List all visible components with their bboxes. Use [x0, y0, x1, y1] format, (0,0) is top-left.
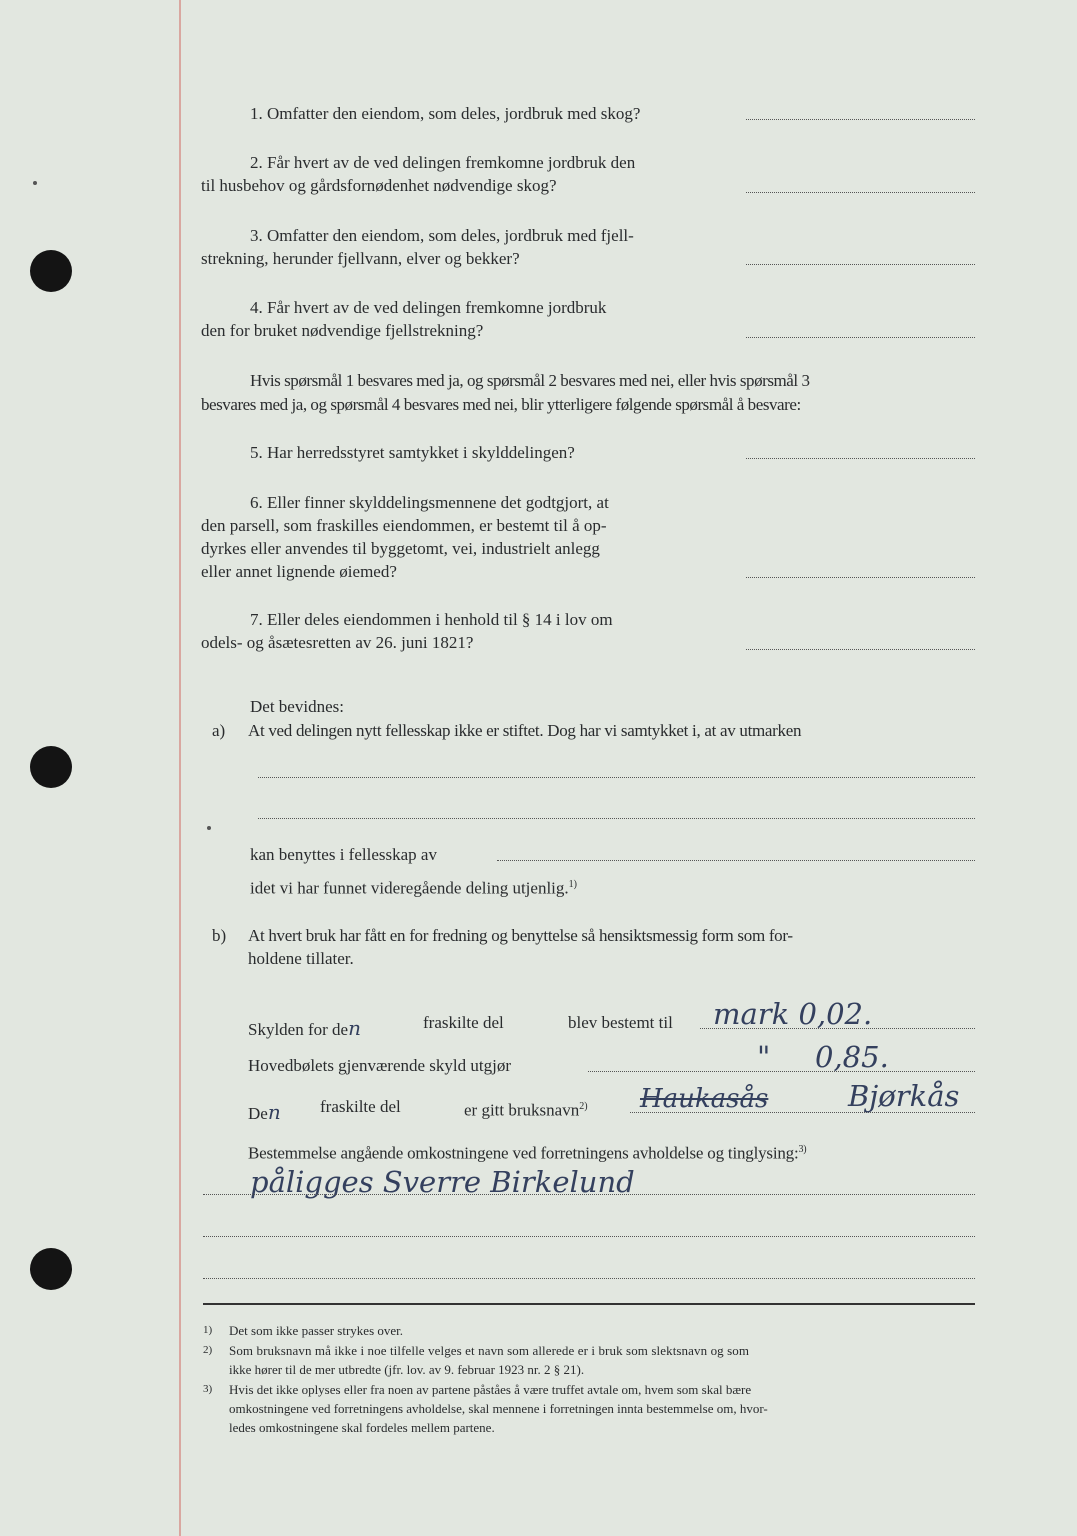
footnote-1-mark: 1): [203, 1324, 213, 1336]
question-6-line-2: den parsell, som fraskilles eiendommen, er bestemt til å op-: [201, 516, 607, 535]
hoved-label: Hovedbølets gjenværende skyld utgjør: [248, 1056, 511, 1075]
item-a-label: a): [212, 721, 226, 740]
ink-speck: [33, 181, 37, 185]
footnote-separator: [203, 1303, 975, 1305]
question-3-line-2: strekning, herunder fjellvann, elver og bekker?: [201, 249, 520, 268]
skyld-value: mark 0,02.: [713, 997, 873, 1031]
footnote-1-line-1: Det som ikke passer strykes over.: [229, 1323, 404, 1338]
reason-text: idet vi har funnet videregående deling utjenlig.$^{1)}$: [250, 878, 577, 898]
skyld-label-prefix: Skylden for den: [248, 1016, 361, 1040]
footnote-2-line-2: ikke hører til de mer utbredte (jfr. lov. av 9. februar 1923 nr. 2 § 21).: [229, 1362, 585, 1377]
utmark-line-2[interactable]: [258, 818, 975, 819]
hoved-line: [588, 1071, 975, 1072]
answer-line-7[interactable]: [746, 649, 975, 650]
question-6-line-1: 6. Eller finner skylddelingsmennene det godtgjort, at: [250, 493, 609, 512]
margin-line: [179, 0, 181, 1536]
footnote-2-line-1: Som bruksnavn må ikke i noe tilfelle velges et navn som allerede er i bruk som slektsnavn og som: [229, 1343, 750, 1358]
ink-speck: [207, 826, 211, 830]
punch-hole-top: [30, 250, 72, 292]
bruk-struck-value: Haukasås: [640, 1084, 769, 1114]
answer-line-1[interactable]: [746, 119, 975, 120]
footnote-2-mark: 2): [203, 1344, 213, 1356]
cost-value: påligges Sverre Birkelund: [250, 1165, 635, 1199]
shared-use-line[interactable]: [497, 860, 975, 861]
footnote-3-line-3: ledes omkostningene skal fordeles mellem partene.: [229, 1420, 495, 1435]
question-6-line-3: dyrkes eller anvendes til byggetomt, vei, industrielt anlegg: [201, 539, 600, 558]
cost-line-3: [203, 1278, 975, 1279]
question-7-line-1: 7. Eller deles eiendommen i henhold til § 14 i lov om: [250, 610, 613, 629]
item-b-line-1: At hvert bruk har fått en for fredning og benyttelse så hensiktsmessig form som for-: [248, 926, 793, 945]
punch-hole-middle: [30, 746, 72, 788]
question-7-line-2: odels- og åsætesretten av 26. juni 1821?: [201, 633, 474, 652]
item-b-line-2: holdene tillater.: [248, 949, 354, 968]
cost-line-1: [203, 1194, 975, 1195]
hoved-ditto: ": [757, 1040, 771, 1074]
question-2-line-1: 2. Får hvert av de ved delingen fremkomne jordbruk den: [250, 153, 636, 172]
hoved-value: 0,85.: [815, 1040, 889, 1074]
bruk-label-mid: fraskilte del: [320, 1097, 401, 1116]
answer-line-5[interactable]: [746, 458, 975, 459]
bruk-label: er gitt bruksnavn$^{2)}$: [464, 1100, 588, 1120]
skyld-label-mid: fraskilte del: [423, 1013, 504, 1032]
bruk-label-prefix: Den: [248, 1100, 281, 1124]
question-1: 1. Omfatter den eiendom, som deles, jordbruk med skog?: [250, 104, 641, 123]
skyld-label: blev bestemt til: [568, 1013, 673, 1032]
item-a-text: At ved delingen nytt fellesskap ikke er stiftet. Dog har vi samtykket i, at av utmarken: [248, 721, 802, 740]
question-5: 5. Har herredsstyret samtykket i skylddelingen?: [250, 443, 575, 462]
question-3-line-1: 3. Omfatter den eiendom, som deles, jordbruk med fjell-: [250, 226, 634, 245]
answer-line-4[interactable]: [746, 337, 975, 338]
bruk-value: Bjørkås: [848, 1079, 960, 1113]
answer-line-3[interactable]: [746, 264, 975, 265]
footnote-3-line-2: omkostningene ved forretningens avholdelse, skal mennene i forretningen innta bestemmelse om, hvor-: [229, 1401, 768, 1416]
punch-hole-bottom: [30, 1248, 72, 1290]
utmark-line-1[interactable]: [258, 777, 975, 778]
item-b-label: b): [212, 926, 227, 945]
answer-line-2[interactable]: [746, 192, 975, 193]
cost-line-2: [203, 1236, 975, 1237]
footnote-3-mark: 3): [203, 1383, 213, 1395]
declaration-heading: Det bevidnes:: [250, 697, 344, 716]
condition-line-1: Hvis spørsmål 1 besvares med ja, og spørsmål 2 besvares med nei, eller hvis spørsmål 3: [250, 371, 810, 390]
question-4-line-2: den for bruket nødvendige fjellstrekning?: [201, 321, 484, 340]
cost-label: Bestemmelse angående omkostningene ved forretningens avholdelse og tinglysing:$^{3)}$: [248, 1143, 807, 1163]
shared-use-label: kan benyttes i fellesskap av: [250, 845, 437, 864]
question-6-line-4: eller annet lignende øiemed?: [201, 562, 397, 581]
answer-line-6[interactable]: [746, 577, 975, 578]
footnote-3-line-1: Hvis det ikke oplyses eller fra noen av partene påståes å være truffet avtale om, hvem som skal bære: [229, 1382, 752, 1397]
question-2-line-2: til husbehov og gårdsfornødenhet nødvendige skog?: [201, 176, 557, 195]
condition-line-2: besvares med ja, og spørsmål 4 besvares med nei, blir ytterligere følgende spørsmål å besvare:: [201, 395, 801, 414]
question-4-line-1: 4. Får hvert av de ved delingen fremkomne jordbruk: [250, 298, 607, 317]
